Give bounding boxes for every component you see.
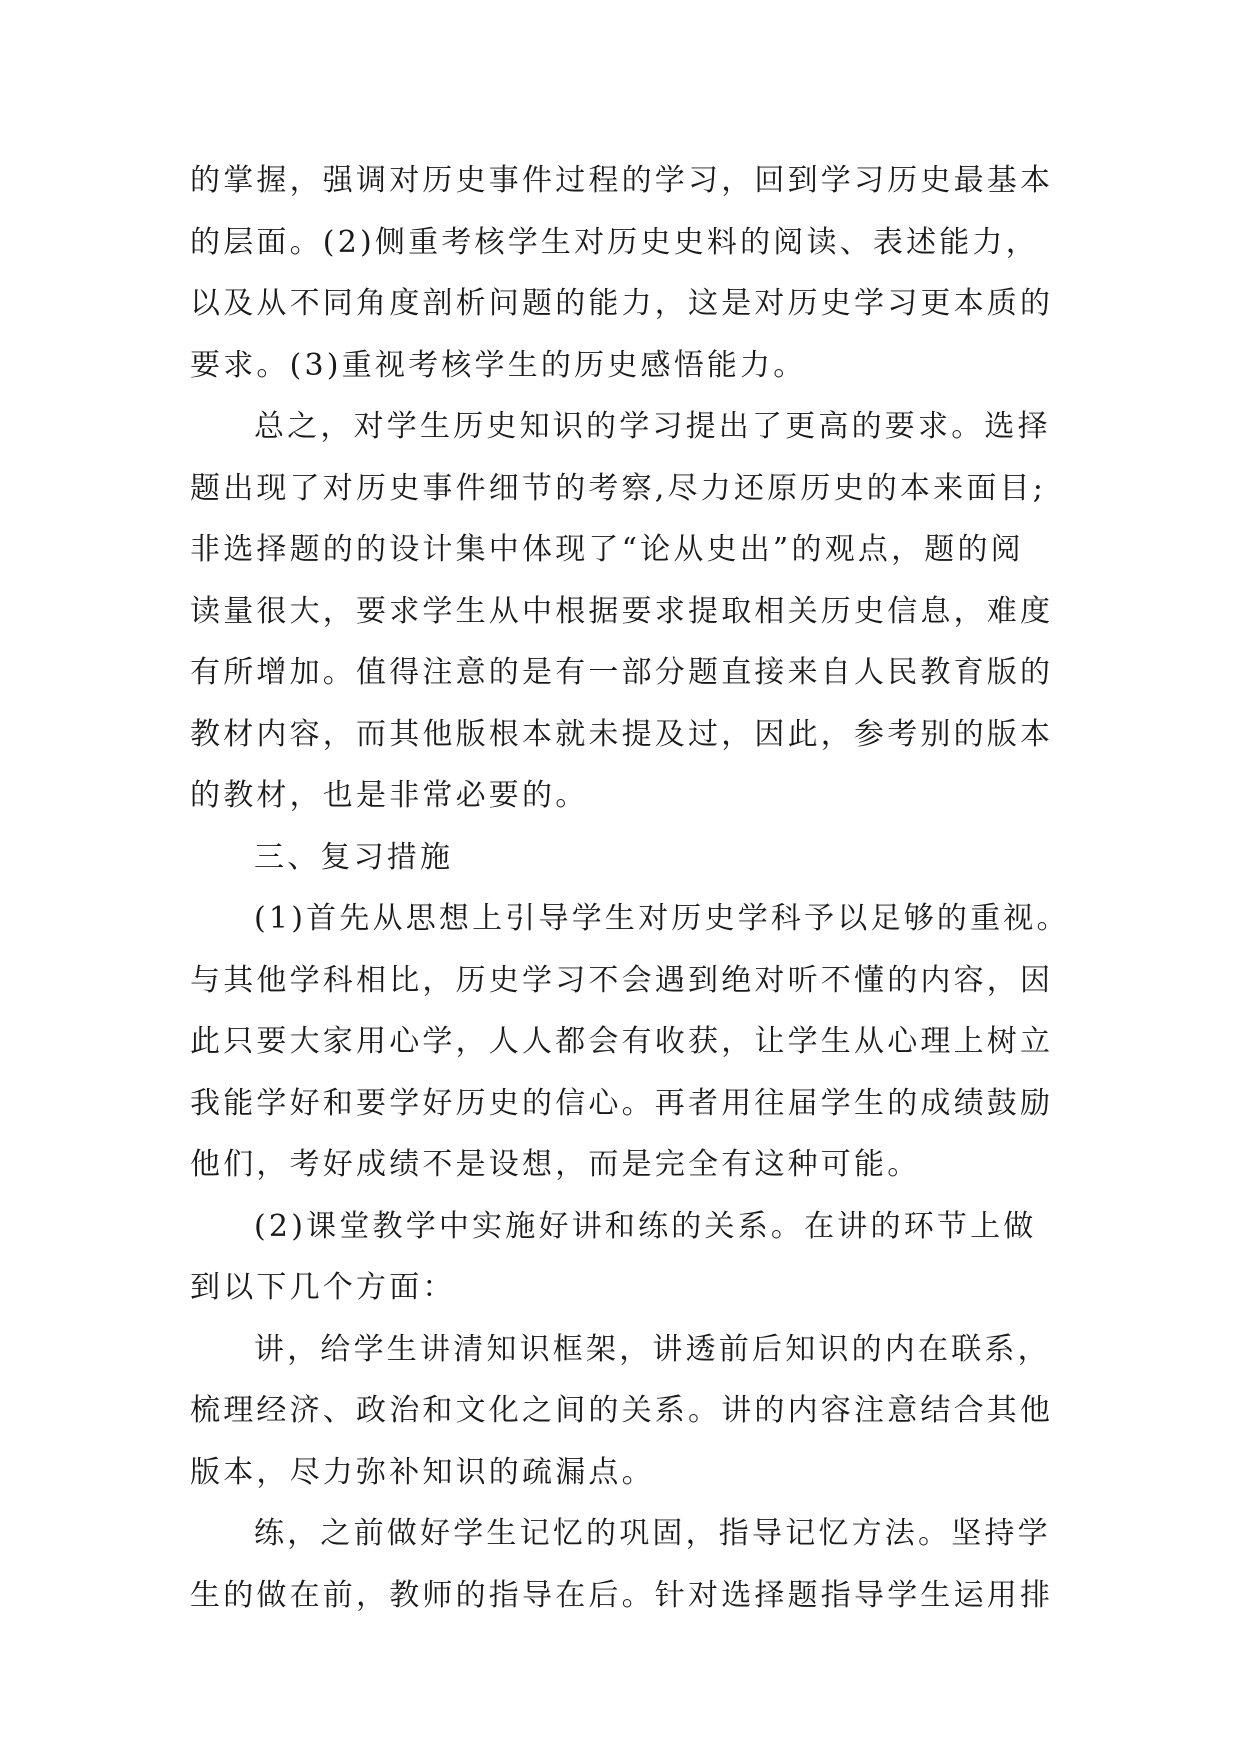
- text-line-8: 读量很大，要求学生从中根据要求提取相关历史信息，难度: [190, 593, 1054, 629]
- body-text: [190, 150, 1070, 1626]
- text-line-13: (1)首先从思想上引导学生对历史学科予以足够的重视。: [254, 901, 1070, 936]
- text-line-21: 梳理经济、政治和文化之间的关系。讲的内容注意结合其他: [190, 1393, 1054, 1428]
- section-heading: 三、复习措施: [254, 839, 454, 875]
- text-line-6: 题出现了对历史事件细节的考察,尽力还原历史的本来面目;: [190, 470, 1047, 506]
- text-line-14: 与其他学科相比，历史学习不会遇到绝对听不懂的内容，因: [190, 962, 1054, 998]
- text-line-1: 的掌握，强调对历史事件过程的学习，回到学习历史最基本: [190, 163, 1054, 198]
- text-line-20: 讲，给学生讲清知识框架，讲透前后知识的内在联系，: [254, 1331, 1051, 1367]
- text-line-24: 生的做在前，教师的指导在后。针对选择题指导学生运用排: [190, 1577, 1054, 1613]
- text-line-4: 要求。(3)重视考核学生的历史感悟能力。: [190, 347, 807, 383]
- text-line-9: 有所增加。值得注意的是有一部分题直接来自人民教育版的: [190, 655, 1054, 690]
- text-line-15: 此只要大家用心学，人人都会有收获，让学生从心理上树立: [190, 1024, 1054, 1059]
- text-line-3: 以及从不同角度剖析问题的能力，这是对历史学习更本质的: [190, 286, 1054, 321]
- text-line-22: 版本，尽力弥补知识的疏漏点。: [190, 1454, 655, 1490]
- text-line-11: 的教材，也是非常必要的。: [190, 778, 589, 813]
- text-line-7: 非选择题的的设计集中体现了“论从史出”的观点，题的阅: [190, 532, 1024, 567]
- text-line-16: 我能学好和要学好历史的信心。再者用往届学生的成绩鼓励: [190, 1085, 1054, 1121]
- text-line-10: 教材内容，而其他版根本就未提及过，因此，参考别的版本: [190, 716, 1054, 752]
- text-line-19: 到以下几个方面：: [190, 1270, 456, 1305]
- text-line-2: 的层面。(2)侧重考核学生对历史史料的阅读、表述能力，: [190, 224, 1039, 260]
- text-line-5: 总之，对学生历史知识的学习提出了更高的要求。选择: [254, 409, 1051, 444]
- text-line-23: 练，之前做好学生记忆的巩固，指导记忆方法。坚持学: [254, 1516, 1051, 1551]
- text-line-17: 他们，考好成绩不是设想，而是完全有这种可能。: [190, 1147, 921, 1182]
- text-line-18: (2)课堂教学中实施好讲和练的关系。在讲的环节上做: [254, 1208, 1037, 1244]
